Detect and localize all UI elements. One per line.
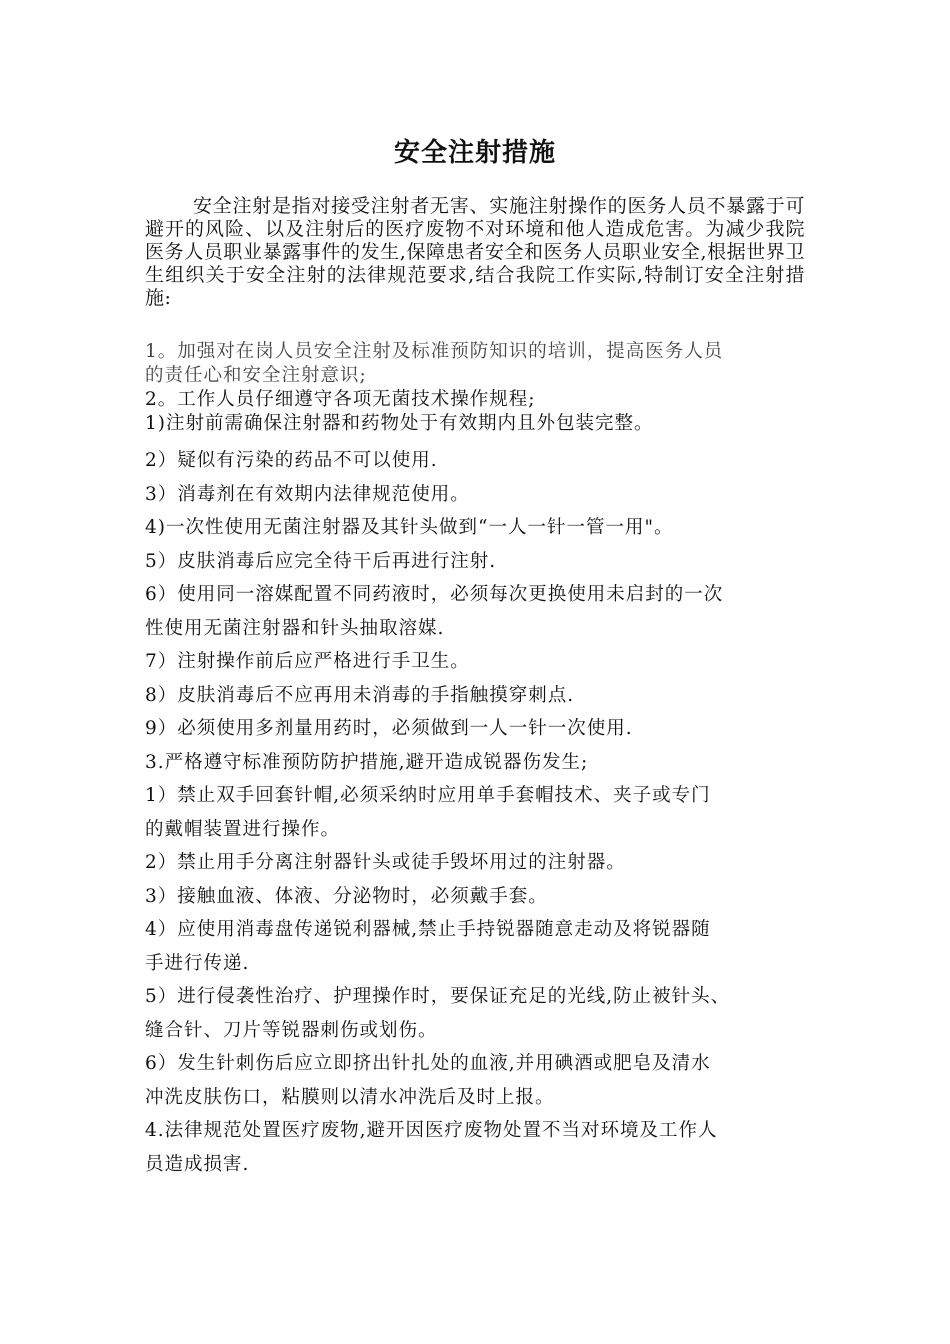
- list-item: 9）必须使用多剂量用药时，必须做到一人一针一次使用.: [145, 718, 633, 739]
- list-item: 2。工作人员仔细遵守各项无菌技术操作规程;: [145, 389, 536, 410]
- list-item: 1）禁止双手回套针帽,必须采纳时应用单手套帽技术、夹子或专门: [145, 785, 711, 806]
- list-item: 手进行传递.: [145, 952, 250, 974]
- list-item: 1)注射前需确保注射器和药物处于有效期内且外包装完整。: [145, 413, 654, 434]
- page-title: 安全注射措施: [393, 138, 556, 168]
- list-item: 5）进行侵袭性治疗、护理操作时，要保证充足的光线,防止被针头、: [145, 986, 731, 1007]
- list-item: 1。加强对在岗人员安全注射及标准预防知识的培训，提高医务人员: [145, 341, 724, 362]
- section-heading: 3.严格遵守标准预防防护措施,避开造成锐器伤发生;: [145, 751, 589, 773]
- measures-section-2: [145, 444, 810, 1181]
- list-item: 冲洗皮肤伤口，粘膜则以清水冲洗后及时上报。: [145, 1086, 555, 1108]
- section-heading: 4.法律规范处置医疗废物,避开因医疗废物处置不当对环境及工作人: [145, 1120, 718, 1141]
- list-item: 员造成损害.: [145, 1153, 250, 1175]
- list-item: 2）疑似有污染的药品不可以使用.: [145, 450, 438, 471]
- list-item: 4）应使用消毒盘传递锐利器械,禁止手持锐器随意走动及将锐器随: [145, 919, 711, 940]
- list-item: 性使用无菌注射器和针头抽取溶媒.: [145, 617, 445, 639]
- list-item: 3）接触血液、体液、分泌物时，必须戴手套。: [145, 885, 548, 907]
- list-item: 3）消毒剂在有效期内法律规范使用。: [145, 483, 470, 505]
- list-item: 5）皮肤消毒后应完全待干后再进行注射.: [145, 550, 497, 572]
- list-item: 7）注射操作前后应严格进行手卫生。: [145, 651, 470, 672]
- measures-section-1: [145, 340, 810, 436]
- list-item: 2）禁止用手分离注射器针头或徒手毁坏用过的注射器。: [145, 852, 626, 873]
- list-item: 缝合针、刀片等锐器刺伤或划伤。: [145, 1019, 438, 1041]
- list-item: 4)一次性使用无菌注射器及其针头做到“一人一针一管一用"。: [145, 517, 674, 538]
- list-item: 6）使用同一溶媒配置不同药液时，必须每次更换使用未启封的一次: [145, 584, 724, 605]
- intro-paragraph: 安全注射是指对接受注射者无害、实施注射操作的医务人员不暴露于可避开的风险、以及注射后的医疗废物不对环境和他人造成危害。为减少我院医务人员职业暴露事件的发生,保障患者安全和医务人员职业安全,根据世界卫生组织关于安全注射的法律规范要求,结合我院工作实际,特制订安全注射措施:: [145, 195, 805, 309]
- list-item: 的戴帽装置进行操作。: [145, 818, 341, 840]
- list-item: 的责任心和安全注射意识;: [145, 365, 367, 386]
- list-item: 8）皮肤消毒后不应再用未消毒的手指触摸穿刺点.: [145, 684, 575, 706]
- list-item: 6）发生针刺伤后应立即挤出针扎处的血液,并用碘酒或肥皂及清水: [145, 1053, 711, 1074]
